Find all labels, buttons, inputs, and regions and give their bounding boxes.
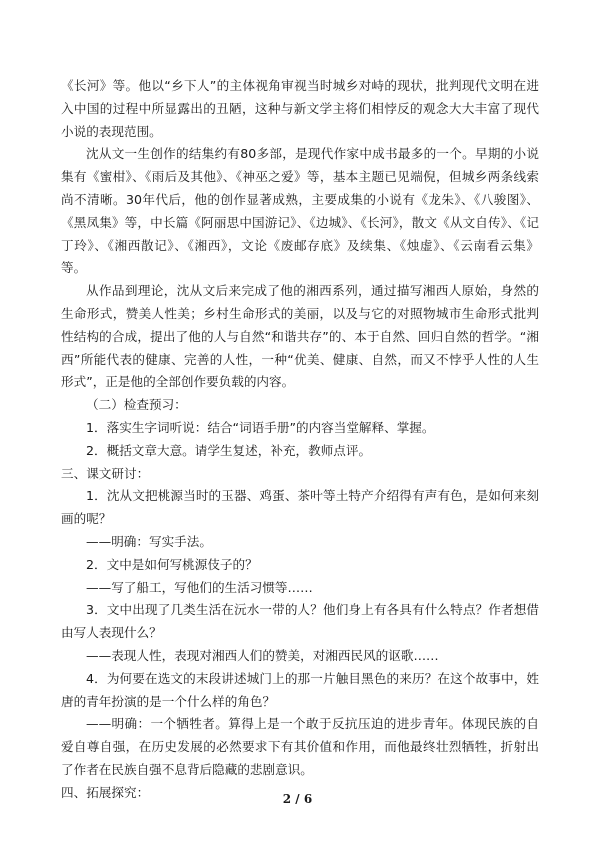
answer-4: ——明确：一个牺牲者。算得上是一个敢于反抗压迫的进步青年。体现民族的自爱自尊自强，在历史发展的必然要求下有其价值和作用，而他最终壮烈牺牲，折射出了作者在民族自强不息背后隐藏的悲剧意识。 — [61, 716, 539, 777]
section-check-preview: （二）检查预习： — [86, 397, 187, 413]
page-number: 2 / 6 — [282, 792, 313, 806]
section-heading-study: 三、课文研讨： — [61, 465, 150, 481]
paragraph-theory: 从作品到理论，沈从文后来完成了他的湘西系列，通过描写湘西人原始，身然的生命形式，赞美人性美；乡村生命形式的美丽，以及与它的对照物城市生命形式批判性结构的合成，提出了他的人与自然“和谐共存”的、本于自然、回归自然的哲学。“湘西”所能代表的健康、完善的人性，一种“优美、健康、自然，而又不悖乎人性的人生形式”，正是他的全部创作要负载的内容。 — [61, 283, 539, 390]
question-3: 3．文中出现了几类生活在沅水一带的人？他们身上有各具有什么特点？作者想借由写人表现什么？ — [61, 602, 539, 641]
list-item-vocabulary: 1．落实生字词听说：结合“词语手册”的内容当堂解释、掌握。 — [86, 419, 435, 435]
document-body — [61, 75, 539, 805]
answer-3: ——表现人性，表现对湘西人们的赞美，对湘西民风的讴歌…… — [86, 647, 439, 663]
question-1: 1．沈从文把桃源当时的玉器、鸡蛋、茶叶等土特产介绍得有声有色，是如何来刻画的呢？ — [61, 488, 539, 527]
section-heading-extension: 四、拓展探究： — [61, 784, 150, 800]
paragraph-works-list: 沈从文一生创作的结集约有80多部，是现代作家中成书最多的一个。早期的小说集有《蜜柑》、《雨后及其他》、《神巫之爱》等，基本主题已见端倪，但城乡两条线索尚不清晰。30年代后，他的创作显著成熟，主要成集的小说有《龙朱》、《八骏图》、《黑凤集》等，中长篇《阿丽思中国游记》、《边城》、《长河》，散文《从文自传》、《记丁玲》、《湘西散记》、《湘西》，文论《废邮存底》及续集、《烛虚》、《云南看云集》等。 — [61, 146, 539, 276]
list-item-summary: 2．概括文章大意。请学生复述，补充，教师点评。 — [86, 442, 372, 458]
question-4: 4．为何要在选文的末段讲述城门上的那一片触目黑色的来历？在这个故事中，姓唐的青年扮演的是一个什么样的角色？ — [61, 670, 539, 709]
paragraph-changhe: 《长河》等。他以“乡下人”的主体视角审视当时城乡对峙的现状，批判现代文明在进入中国的过程中所显露出的丑陋，这种与新文学主将们相悖反的观念大大丰富了现代小说的表现范围。 — [61, 78, 539, 139]
answer-2: ——写了船工，写他们的生活习惯等…… — [86, 579, 313, 595]
question-2: 2．文中是如何写桃源伎子的？ — [86, 556, 258, 572]
answer-1: ——明确：写实手法。 — [86, 533, 212, 549]
